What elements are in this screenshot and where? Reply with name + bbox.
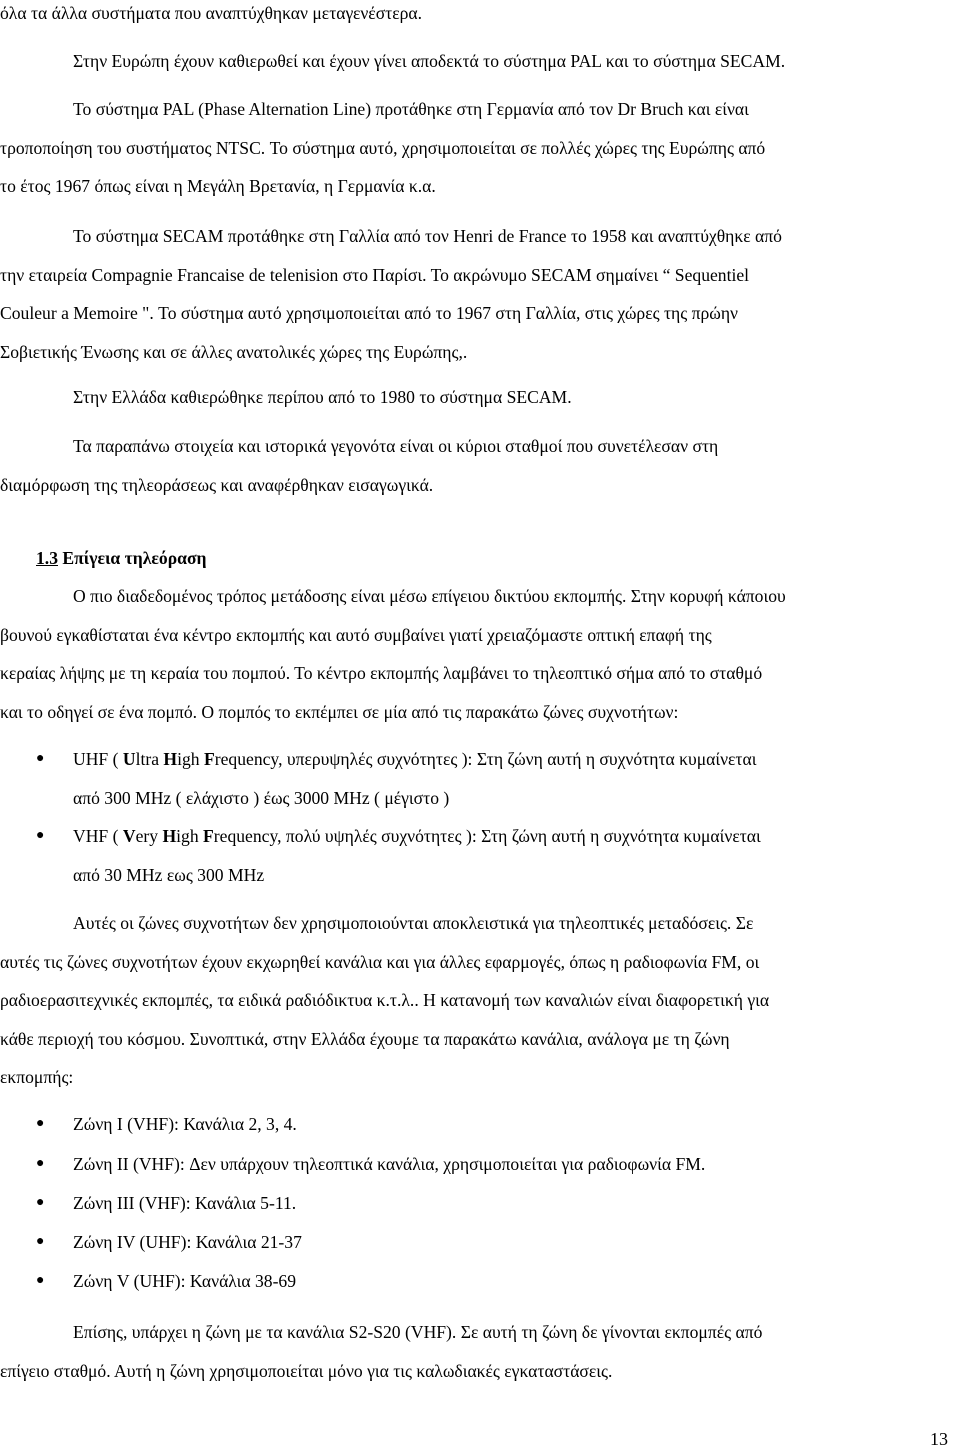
text-line: Ο πιο διαδεδομένος τρόπος μετάδοσης είναι μέσω επίγειου δικτύου εκπομπής. Στην κορυφή κάποιου (73, 586, 786, 606)
text-line: κεραίας λήψης με τη κεραία του πομπού. Το κέντρο εκπομπής λαμβάνει το τηλεοπτικό σήμα από το σταθμό (0, 663, 763, 683)
bullet-icon: ● (36, 1273, 45, 1288)
paragraph-continuation (0, 0, 422, 33)
text-line: κάθε περιοχή του κόσμου. Συνοπτικά, στην Ελλάδα έχουμε τα παρακάτω κανάλια, ανάλογα με τη ζώνη (0, 1028, 730, 1049)
text-line: Επίσης, υπάρχει η ζώνη με τα κανάλια S2-S20 (VHF). Σε αυτή τη ζώνη δε γίνονται εκπομπές από (73, 1322, 763, 1342)
text-line: όλα τα άλλα συστήματα που αναπτύχθηκαν μεταγενέστερα. (0, 3, 423, 23)
text-line: Ζώνη V (UHF): Κανάλια 38-69 (73, 1271, 297, 1291)
text-line: UHF ( Ultra High Frequency, υπερυψηλές συχνότητες ): Στη ζώνη αυτή η συχνότητα κυμαίνεται (73, 749, 757, 769)
text-line: ραδιοερασιτεχνικές εκπομπές, τα ειδικά ραδιόδικτυα κ.τ.λ.. Η κατανομή των καναλιών είναι διαφορετική για (0, 990, 770, 1010)
text-line: από 30 MHz εως 300 MHz (73, 864, 265, 885)
text-line: Σοβιετικής Ένωσης και σε άλλες ανατολικές χώρες της Ευρώπης,. (0, 341, 468, 362)
text-line: Ζώνη II (VHF): Δεν υπάρχουν τηλεοπτικά κανάλια, χρησιμοποιείται για ραδιοφωνία FM. (73, 1154, 706, 1174)
paragraph-band-usage (0, 904, 769, 1097)
text-line: VHF ( Very High Frequency, πολύ υψηλές συχνότητες ): Στη ζώνη αυτή η συχνότητα κυμαίνεται (73, 826, 761, 846)
text-line: εκπομπής: (0, 1067, 74, 1087)
text-line: και το οδηγεί σε ένα πομπό. Ο πομπός το εκπέμπει σε μία από τις παρακάτω ζώνες συχνοτήτων: (0, 701, 679, 722)
text-line: το έτος 1967 όπως είναι η Μεγάλη Βρετανία, η Γερμανία κ.α. (0, 176, 436, 196)
bullet-icon: ● (36, 1195, 45, 1210)
text-line: την εταιρεία Compagnie Francaise de telenision στο Παρίσι. Το ακρώνυμο SECAM σημαίνει “ Sequentiel (0, 264, 750, 285)
text-line: Ζώνη I (VHF): Κανάλια 2, 3, 4. (73, 1114, 297, 1134)
paragraph-summary (0, 427, 718, 504)
bullet-icon: ● (36, 1116, 45, 1131)
paragraph-greece-secam (0, 378, 572, 417)
text-line: από 300 MHz ( ελάχιστο ) έως 3000 MHz ( μέγιστο ) (73, 787, 450, 808)
text-line: Ζώνη IV (UHF): Κανάλια 21-37 (73, 1232, 302, 1252)
bullet-icon: ● (36, 828, 45, 843)
section-title: Επίγεια τηλεόραση (58, 548, 207, 568)
text-line: Στην Ευρώπη έχουν καθιερωθεί και έχουν γίνει αποδεκτά το σύστημα PAL και το σύστημα SECAM. (73, 51, 786, 71)
section-heading (36, 539, 207, 578)
text-line: Couleur a Memoire ". Το σύστημα αυτό χρησιμοποιείται από το 1967 στη Γαλλία, στις χώρες της πρώην (0, 303, 738, 323)
text-line: επίγειο σταθμό. Αυτή η ζώνη χρησιμοποιείται μόνο για τις καλωδιακές εγκαταστάσεις. (0, 1360, 613, 1381)
text-line: Στην Ελλάδα καθιερώθηκε περίπου από το 1980 το σύστημα SECAM. (73, 387, 572, 407)
bullet-icon: ● (36, 1156, 45, 1171)
text-line: Αυτές οι ζώνες συχνοτήτων δεν χρησιμοποιούνται αποκλειστικά για τηλεοπτικές μεταδόσεις. Σε (73, 913, 754, 933)
text-line: Τα παραπάνω στοιχεία και ιστορικά γεγονότα είναι οι κύριοι σταθμοί που συνετέλεσαν στη (73, 436, 719, 456)
text-line: Το σύστημα SECAM προτάθηκε στη Γαλλία από τον Henri de France το 1958 και αναπτύχθηκε από (73, 226, 782, 246)
text-line: αυτές τις ζώνες συχνοτήτων έχουν εκχωρηθεί κανάλια και για άλλες εφαρμογές, όπως η ραδιοφωνία FM, οι (0, 951, 760, 972)
text-line: βουνού εγκαθίσταται ένα κέντρο εκπομπής και αυτό συμβαίνει γιατί χρειαζόμαστε οπτική επαφή της (0, 624, 712, 645)
bullet-icon: ● (36, 751, 45, 766)
text-line: τροποποίηση του συστήματος NTSC. Το σύστημα αυτό, χρησιμοποιείται σε πολλές χώρες της Ευρώπης από (0, 137, 766, 158)
paragraph-pal-secam-intro (0, 42, 785, 81)
paragraph-s-channels (0, 1313, 762, 1390)
text-line: Ζώνη III (VHF): Κανάλια 5-11. (73, 1193, 297, 1213)
text-line: Το σύστημα PAL (Phase Alternation Line) προτάθηκε στη Γερμανία από τον Dr Bruch και είναι (73, 99, 749, 119)
paragraph-terrestrial (0, 577, 786, 731)
section-number: 1.3 (36, 548, 58, 568)
paragraph-secam (0, 217, 782, 371)
text-line: διαμόρφωση της τηλεοράσεως και αναφέρθηκαν εισαγωγικά. (0, 474, 434, 495)
page-number: 13 (930, 1429, 948, 1449)
paragraph-pal (0, 90, 765, 206)
bullet-icon: ● (36, 1234, 45, 1249)
